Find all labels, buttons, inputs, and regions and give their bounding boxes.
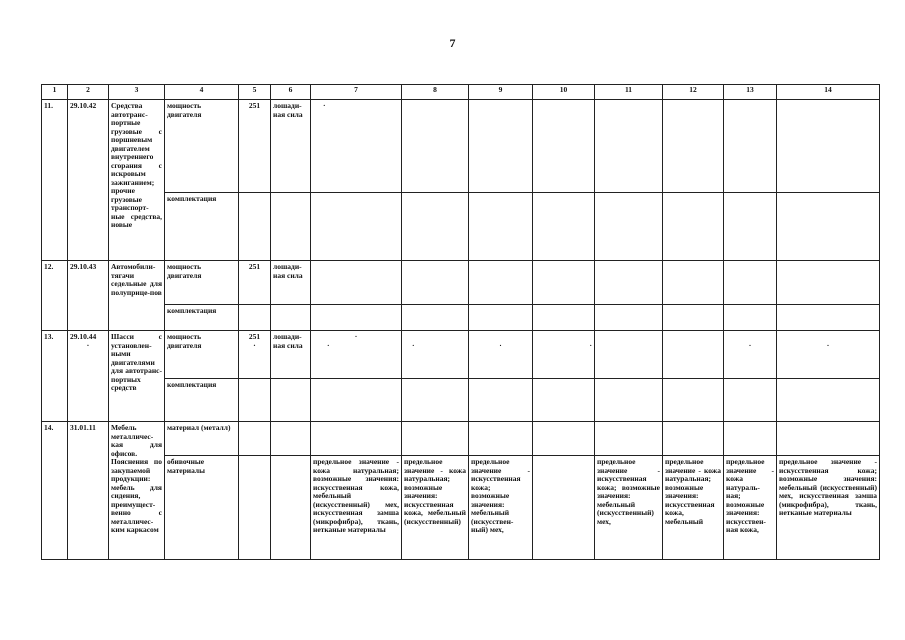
product-name: Шасси с установлен-ными двигателями для автотранс-портных средств [109,331,165,422]
okei-code [239,305,271,331]
value-cell [533,456,595,560]
row-number: 11. [42,100,68,261]
okei-code: 251 [239,261,271,305]
value-cell: · [533,331,595,379]
attribute-name: комплектация [165,379,239,422]
header-cell: 11 [595,85,663,100]
value-cell [469,193,533,261]
header-cell: 1 [42,85,68,100]
value-cell [595,379,663,422]
unit-name [271,422,311,456]
okei-code: 251 · [239,331,271,379]
value-cell: предельное значение - кожа натураль-ная; возможные значения: искусствен-ная кожа, [724,456,777,560]
value-cell [533,422,595,456]
value-cell [724,261,777,305]
attribute-name: комплектация [165,193,239,261]
data-table [41,84,880,560]
value-cell [311,305,402,331]
attribute-name: обивочные материалы [165,456,239,560]
product-name: Автомобили-тягачи седельные для полуприце-пов [109,261,165,331]
header-cell: 5 [239,85,271,100]
value-cell [663,193,724,261]
value-cell [402,193,469,261]
okei-code: 251 [239,100,271,193]
okpd-code: 31.01.11 [68,422,109,560]
value-cell [595,331,663,379]
header-cell: 2 [68,85,109,100]
header-cell: 7 [311,85,402,100]
value-cell [777,305,880,331]
value-cell [533,193,595,261]
header-row [42,85,880,100]
value-cell [595,100,663,193]
value-cell: · [469,331,533,379]
header-cell: 10 [533,85,595,100]
value-cell [402,379,469,422]
row-number: 12. [42,261,68,331]
table-row [42,261,880,305]
attribute-name: материал (металл) [165,422,239,456]
header-cell: 8 [402,85,469,100]
page-number: 7 [449,36,456,50]
value-cell [402,422,469,456]
value-cell [777,379,880,422]
value-cell [663,100,724,193]
attribute-name: мощность двигателя [165,261,239,305]
value-cell [724,305,777,331]
value-cell [724,193,777,261]
value-cell [402,305,469,331]
row-number: 13. [42,331,68,422]
unit-name: лошади-ная сила [271,100,311,193]
value-cell: предельное значение - искусственная кожа; возможные значения: мебельный (искусствен-ный) мех, [469,456,533,560]
header-cell: 13 [724,85,777,100]
value-cell [311,261,402,305]
value-cell [469,261,533,305]
value-cell: предельное значение - кожа натуральная; возможные значения: искусственная кожа, мебельный (искусственный) [402,456,469,560]
table-row [42,193,880,261]
value-cell [595,193,663,261]
header-cell: 6 [271,85,311,100]
product-name: Средства автотранс-портные грузовые с поршневым двигателем внутреннего сгорания с искровым зажиганием; прочие грузовые транспорт-ные средства, новые [109,100,165,261]
value-cell [724,100,777,193]
table-row [42,422,880,456]
table-row [42,456,880,560]
value-cell [311,193,402,261]
unit-name [271,305,311,331]
value-cell [469,379,533,422]
attribute-name: комплектация [165,305,239,331]
value-cell: предельное значение - искусственная кожа; возможные значения: мебельный (искусственный) мех, [595,456,663,560]
okpd-code: 29.10.44 · [68,331,109,422]
header-cell: 3 [109,85,165,100]
value-cell [595,261,663,305]
value-cell: предельное значение - кожа натуральная; возможные значения: искусственная кожа, мебельный [663,456,724,560]
value-cell [663,331,724,379]
value-cell [311,379,402,422]
value-cell [402,100,469,193]
okei-code [239,379,271,422]
product-name: Мебель металличес-кая для офисов. Пояснения по закупаемой продукции: мебель для сидения, преимущест-венно с металличес-ким каркасом [109,422,165,560]
value-cell: · [311,100,402,193]
okei-code [239,422,271,456]
value-cell [663,422,724,456]
value-cell: · [777,331,880,379]
table-row [42,100,880,193]
row-number: 14. [42,422,68,560]
unit-name: лошади-ная сила [271,261,311,305]
value-cell [663,379,724,422]
value-cell [595,305,663,331]
value-cell [533,100,595,193]
value-cell [595,422,663,456]
okpd-code: 29.10.42 [68,100,109,261]
value-cell [311,422,402,456]
unit-name [271,193,311,261]
okei-code [239,456,271,560]
attribute-name: мощность двигателя [165,331,239,379]
value-cell [777,193,880,261]
header-cell: 12 [663,85,724,100]
value-cell [724,422,777,456]
table-row [42,331,880,379]
value-cell [469,305,533,331]
unit-name [271,379,311,422]
okpd-code: 29.10.43 [68,261,109,331]
header-cell: 4 [165,85,239,100]
value-cell: · [724,331,777,379]
table-row [42,379,880,422]
value-cell [663,305,724,331]
value-cell: · · [311,331,402,379]
value-cell [402,261,469,305]
value-cell [469,422,533,456]
value-cell [533,305,595,331]
okei-code [239,193,271,261]
value-cell [777,422,880,456]
unit-name: лошади-ная сила [271,331,311,379]
value-cell: предельное значение - кожа натуральная; возможные значения: искусственная кожа, мебельный (искусственный) мех, искусственная замша (микрофибра), ткань, нетканые материалы [311,456,402,560]
value-cell: · [402,331,469,379]
value-cell [469,100,533,193]
table-row [42,305,880,331]
attribute-name: мощность двигателя [165,100,239,193]
header-cell: 14 [777,85,880,100]
header-cell: 9 [469,85,533,100]
unit-name [271,456,311,560]
value-cell: предельное значение - искусственная кожа; возможные значения: мебельный (искусственный) мех, искусственная замша (микрофибра), ткань, нетканые материалы [777,456,880,560]
value-cell [724,379,777,422]
value-cell [777,261,880,305]
value-cell [533,379,595,422]
value-cell [663,261,724,305]
value-cell [777,100,880,193]
value-cell [533,261,595,305]
